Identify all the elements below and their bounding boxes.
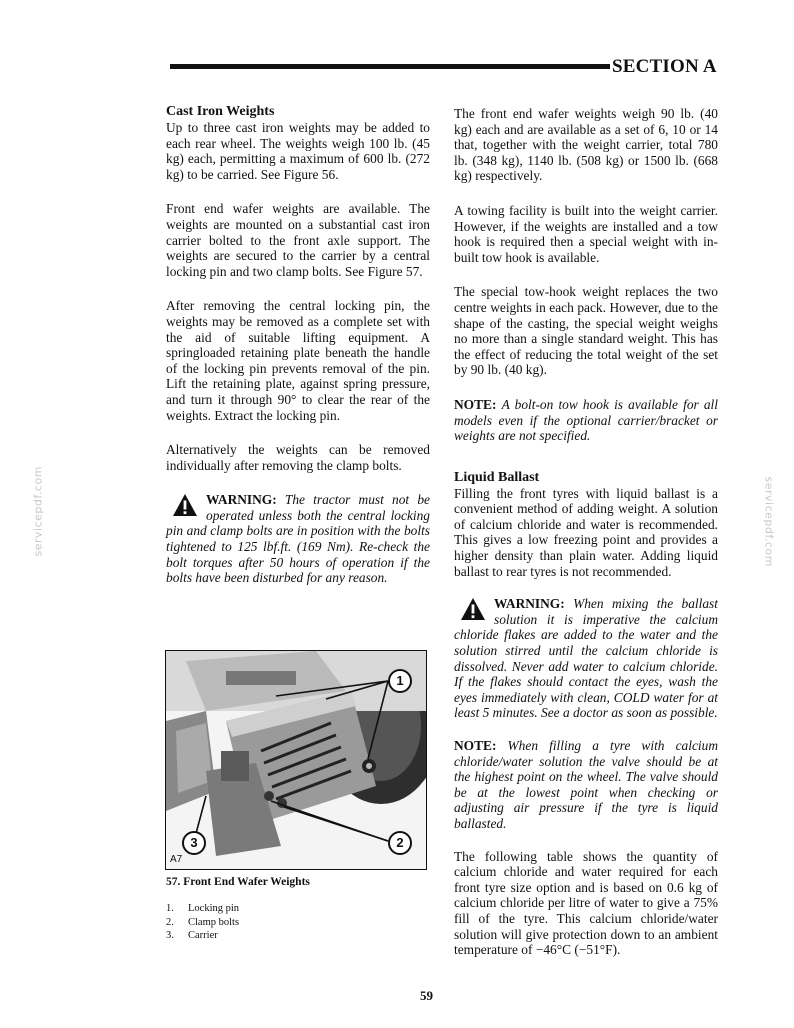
warning-text-left: The tractor must not be operated unless both the central locking pin and clamp bolts are in position with the bolts tightened to 125 lbf.ft. (169 Nm). Re-check the bolt torques after 50 hours of operation if the bolts have been disturbed for any reason. — [166, 492, 430, 586]
wafer-weights-paragraph: The front end wafer weights weigh 90 lb. (40 kg) each and are available as a set of 6, 10 or 14 that, together with the weight carrier, total 780 lb. (348 kg), 1140 lb. (508 kg) or 1500 lb. (668 kg) respectively. — [454, 106, 718, 184]
legend-item: 1. Locking pin — [166, 903, 240, 914]
watermark-right: servicepdf.com — [762, 476, 776, 567]
table-intro-paragraph: The following table shows the quantity of calcium chloride and water required for each front tyre size option and is based on 0.6 kg of calcium chloride per litre of water to give a 75% fill of the tyre. This calcium chloride/water solution will give protection down to an ambient temperature of −46°C (−51°F). — [454, 848, 718, 958]
header-rule — [170, 64, 610, 69]
alternative-paragraph: Alternatively the weights can be removed individually after removing the clamp bolts. — [166, 442, 430, 473]
warning-label-left: WARNING: — [206, 492, 277, 508]
page-number: 59 — [420, 988, 433, 1003]
warning-triangle-icon — [460, 597, 486, 621]
callout-3: 3 — [182, 831, 206, 855]
towing-paragraph: A towing facility is built into the weight carrier. However, if the weights are installed and a tow hook is required then a special weight with in-built tow hook is available. — [454, 202, 718, 265]
callout-2: 2 — [388, 831, 412, 855]
liquid-ballast-heading: Liquid Ballast — [454, 469, 540, 485]
right-column — [454, 106, 718, 958]
warning-triangle-icon — [172, 493, 198, 517]
note-tow-hook: NOTE: A bolt-on tow hook is available for all models even if the optional carrier/bracket or weights are not specified. — [454, 396, 718, 444]
wafer-paragraph: Front end wafer weights are available. The weights are mounted on a substantial cast iron carrier bolted to the front axle support. The weights are secured to the carrier by a central locking pin and two clamp bolts. See Figure 57. — [166, 201, 430, 279]
cast-iron-paragraph: Up to three cast iron weights may be added to each rear wheel. The weights weigh 100 lb. (45 kg) each, permitting a maximum of 600 lb. (272 kg) to be carried. See Figure 56. — [166, 120, 430, 182]
legend-item: 2. Clamp bolts — [166, 916, 240, 928]
watermark-left: servicepdf.com — [31, 466, 45, 557]
figure-caption: 57. Front End Wafer Weights — [166, 876, 310, 888]
figure-code: A7 — [170, 854, 183, 865]
legend-item: 3. Carrier — [166, 930, 218, 941]
warning-text-right: When mixing the ballast solution it is imperative the calcium chloride flakes are added to the water and the solution stirred until the calcium chloride is dissolved. Never add water to calcium chloride. If the flakes should contact the eyes, wash the eyes immediately with clean, COLD water for at least 5 minutes. See a doctor as soon as possible. — [454, 596, 718, 721]
callout-1: 1 — [388, 669, 412, 693]
removal-paragraph: After removing the central locking pin, the weights may be removed as a complete set with the aid of suitable lifting equipment. A springloaded retaining plate beneath the handle of the locking pin prevents removal of the pin. Lift the retaining plate, against spring pressure, and turn it through 90° to clear the rear of the weights. Extract the locking pin. — [166, 298, 430, 423]
liquid-ballast-paragraph: Filling the front tyres with liquid ballast is a convenient method of adding weight. A solution of calcium chloride and water is recommended. This gives a low freezing point and provides a higher density than plain water. Adding liquid ballast to rear tyres is not recommended. — [454, 485, 718, 579]
warning-block-right — [454, 596, 718, 721]
warning-label-right: WARNING: — [494, 596, 565, 612]
section-title: SECTION A — [612, 56, 717, 77]
figure-legend — [166, 902, 239, 943]
cast-iron-heading: Cast Iron Weights — [166, 104, 275, 119]
left-column — [166, 104, 430, 586]
note-valve: NOTE: When filling a tyre with calcium chloride/water solution the valve should be at the highest point on the wheel. The valve should be at the lowest point when checking or adjusting air pressure if the tyre is liquid ballasted. — [454, 738, 718, 831]
warning-block-left — [166, 492, 430, 586]
tow-hook-paragraph: The special tow-hook weight replaces the two centre weights in each pack. However, due to the shape of the casting, the special weight weighs no more than a single standard weight. This has the effect of reducing the total weight of the set by 90 lb. (40 kg). — [454, 284, 718, 378]
figure-wafer-weights — [165, 650, 427, 870]
